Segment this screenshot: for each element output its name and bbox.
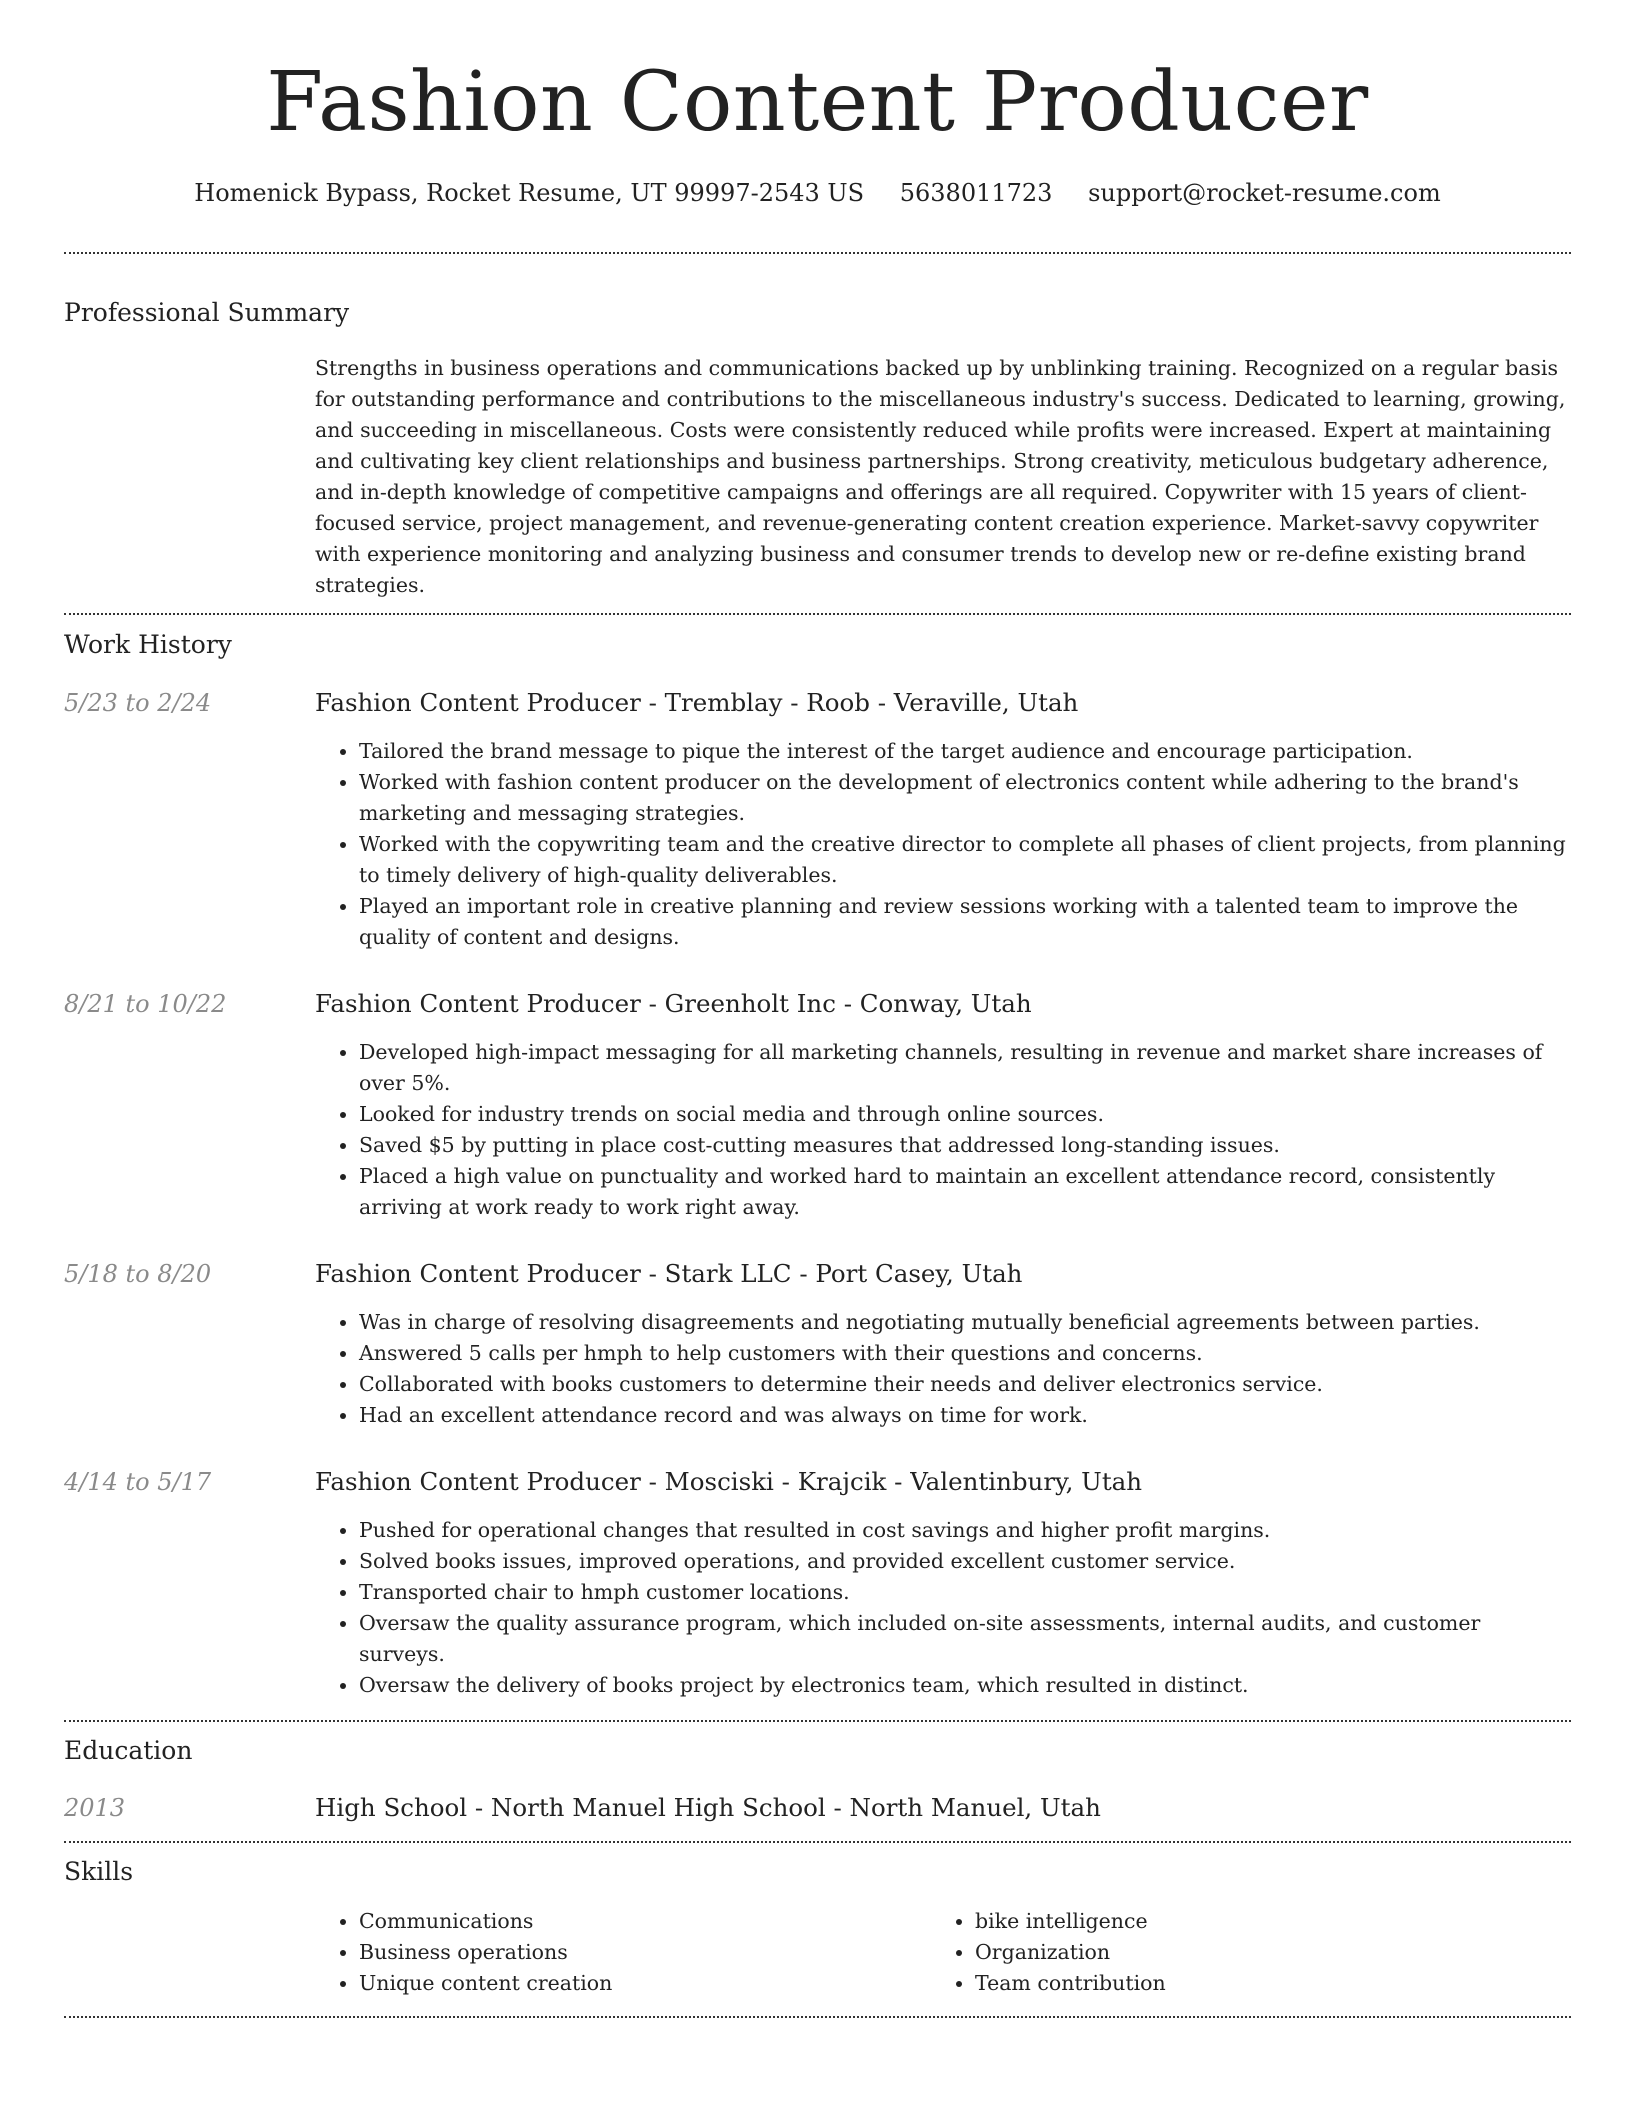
job-dates: 4/14 to 5/17 xyxy=(64,1468,212,1496)
education-entry: High School - North Manuel High School - North Manuel, Utah xyxy=(315,1793,1101,1822)
job-bullet: • Worked with the copywriting team and the creative director to complete all phases of client projects, from planning to timely delivery of high-quality deliverables. xyxy=(359,829,1571,891)
job-bullet: • Was in charge of resolving disagreements and negotiating mutually beneficial agreements between parties. xyxy=(359,1307,1571,1338)
job-bullet: • Transported chair to hmph customer locations. xyxy=(359,1577,1571,1608)
job-bullet: • Worked with fashion content producer on the development of electronics content while adhering to the brand's marketing and messaging strategies. xyxy=(359,767,1571,829)
skill-item: • Organization xyxy=(975,1937,1547,1968)
education-year: 2013 xyxy=(64,1794,126,1822)
job-bullet: • Tailored the brand message to pique the interest of the target audience and encourage participation. xyxy=(359,736,1571,767)
education-heading: Education xyxy=(64,1736,193,1765)
resume-name: Fashion Content Producer xyxy=(266,55,1369,150)
divider xyxy=(64,2016,1571,2018)
divider xyxy=(64,1841,1571,1843)
skills-list-left xyxy=(315,1906,931,1999)
education-section xyxy=(64,1734,1571,1824)
divider xyxy=(64,252,1571,254)
job-title: Fashion Content Producer - Mosciski - Krajcik - Valentinbury, Utah xyxy=(315,1467,1143,1496)
job-bullet: • Collaborated with books customers to determine their needs and deliver electronics service. xyxy=(359,1369,1571,1400)
job-bullet: • Played an important role in creative planning and review sessions working with a talented team to improve the quality of content and designs. xyxy=(359,891,1571,953)
job-title: Fashion Content Producer - Stark LLC - Port Casey, Utah xyxy=(315,1259,1023,1288)
skill-item: • Business operations xyxy=(359,1937,931,1968)
job-bullets xyxy=(315,1307,1571,1431)
job-entry xyxy=(64,687,1571,953)
job-bullet: • Oversaw the delivery of books project by electronics team, which resulted in distinct. xyxy=(359,1670,1571,1701)
job-entry xyxy=(64,988,1571,1223)
job-bullet: • Solved books issues, improved operations, and provided excellent customer service. xyxy=(359,1546,1571,1577)
contact-line xyxy=(64,176,1571,210)
work-history-section xyxy=(64,628,1571,1701)
divider xyxy=(64,1720,1571,1722)
job-bullet: • Pushed for operational changes that resulted in cost savings and higher profit margins. xyxy=(359,1515,1571,1546)
resume-page xyxy=(64,0,1571,2018)
skills-heading: Skills xyxy=(64,1857,134,1886)
job-entry xyxy=(64,1466,1571,1701)
job-bullets xyxy=(315,1515,1571,1701)
divider xyxy=(64,613,1571,615)
skill-item: • Communications xyxy=(359,1906,931,1937)
summary-section xyxy=(64,296,1571,601)
contact-phone: 5638011723 xyxy=(899,179,1053,207)
job-entry xyxy=(64,1258,1571,1431)
job-bullets xyxy=(315,736,1571,953)
job-bullet: • Answered 5 calls per hmph to help customers with their questions and concerns. xyxy=(359,1338,1571,1369)
contact-address: Homenick Bypass, Rocket Resume, UT 99997-2543 US xyxy=(194,179,865,207)
job-title: Fashion Content Producer - Tremblay - Roob - Veraville, Utah xyxy=(315,688,1079,717)
job-bullets xyxy=(315,1037,1571,1223)
skill-item: • bike intelligence xyxy=(975,1906,1547,1937)
job-bullet: • Had an excellent attendance record and was always on time for work. xyxy=(359,1400,1571,1431)
job-bullet: • Oversaw the quality assurance program, which included on-site assessments, internal audits, and customer surveys. xyxy=(359,1608,1571,1670)
job-bullet: • Developed high-impact messaging for all marketing channels, resulting in revenue and market share increases of over 5%. xyxy=(359,1037,1571,1099)
skills-section xyxy=(64,1855,1571,1999)
job-dates: 8/21 to 10/22 xyxy=(64,990,227,1018)
job-bullet: • Placed a high value on punctuality and worked hard to maintain an excellent attendance record, consistently arriving at work ready to work right away. xyxy=(359,1161,1571,1223)
skill-item: • Team contribution xyxy=(975,1968,1547,1999)
job-title: Fashion Content Producer - Greenholt Inc - Conway, Utah xyxy=(315,989,1032,1018)
job-dates: 5/23 to 2/24 xyxy=(64,689,212,717)
job-bullet: • Saved $5 by putting in place cost-cutting measures that addressed long-standing issues. xyxy=(359,1130,1571,1161)
summary-heading: Professional Summary xyxy=(64,298,350,327)
job-dates: 5/18 to 8/20 xyxy=(64,1260,212,1288)
skills-list-right xyxy=(931,1906,1547,1999)
contact-email: support@rocket-resume.com xyxy=(1088,179,1441,207)
job-bullet: • Looked for industry trends on social media and through online sources. xyxy=(359,1099,1571,1130)
summary-text: Strengths in business operations and communications backed up by unblinking training. Recognized on a regular basis for outstanding performance and contributions to the miscellaneous industry's success. Dedicated to learning, growing, and succeeding in miscellaneous. Costs were consistently reduced while profits were increased. Expert at maintaining and cultivating key client relationships and business partnerships. Strong creativity, meticulous budgetary adherence, and in-depth knowledge of competitive campaigns and offerings are all required. Copywriter with 15 years of client-focused service, project management, and revenue-generating content creation experience. Market-savvy copywriter with experience monitoring and analyzing business and consumer trends to develop new or re-define existing brand strategies. xyxy=(315,356,1566,597)
skill-item: • Unique content creation xyxy=(359,1968,931,1999)
work-history-heading: Work History xyxy=(64,630,232,659)
